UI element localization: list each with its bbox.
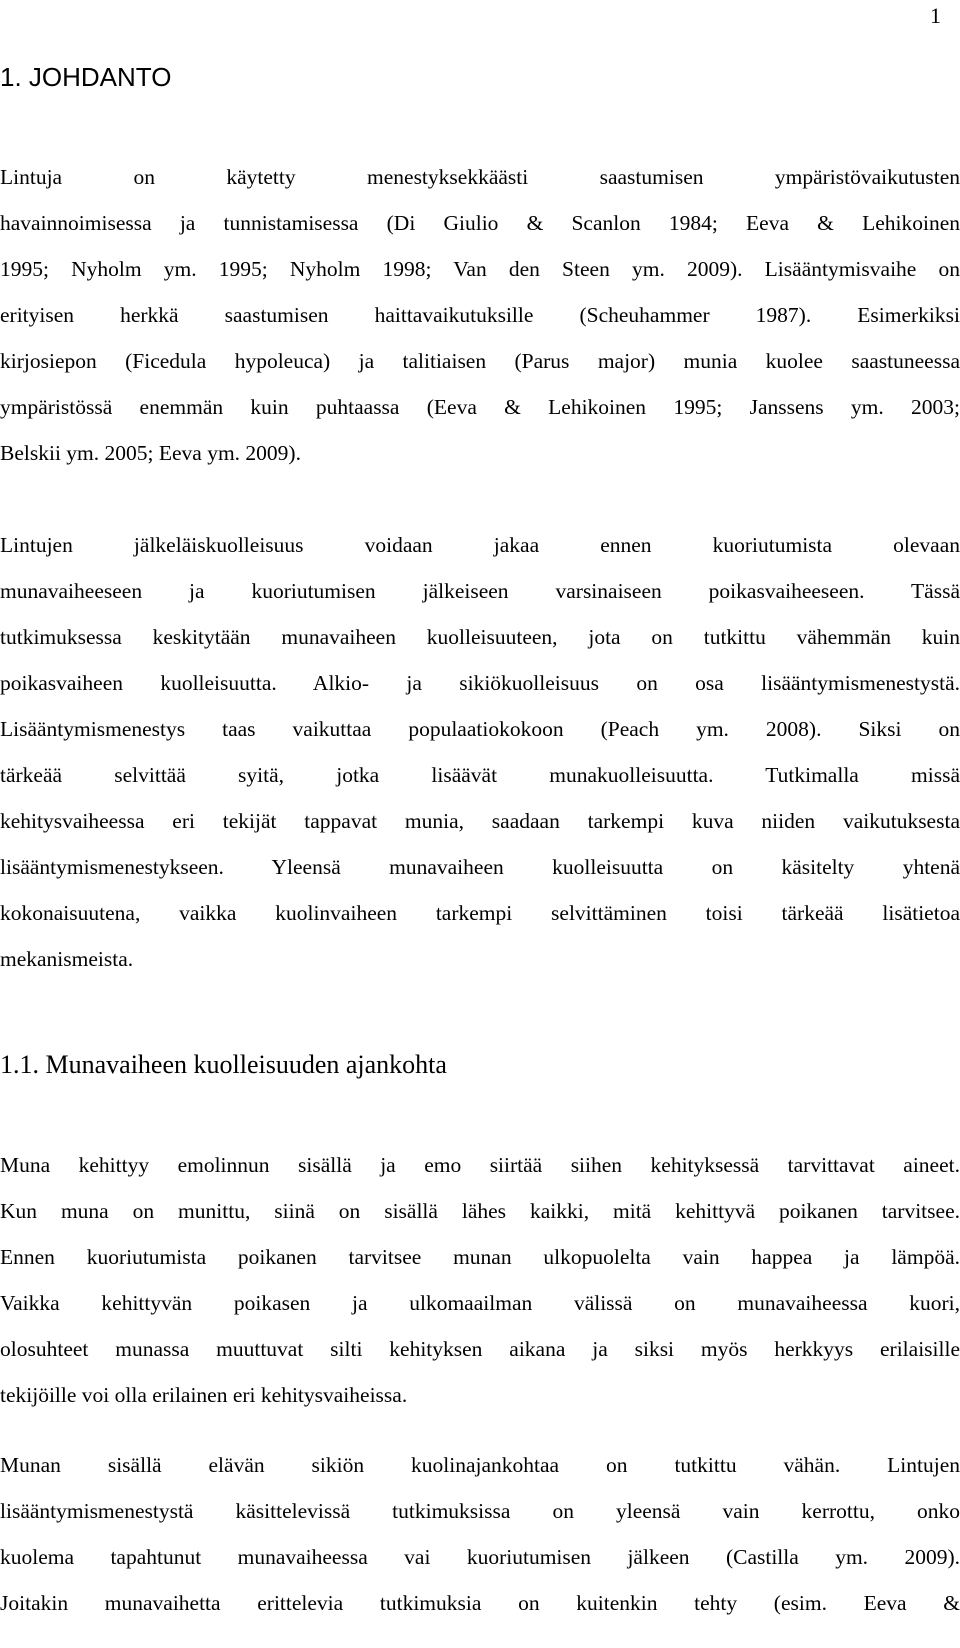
text-line: kehitysvaiheessa eri tekijät tappavat munia, saadaan tarkempi kuva niiden vaikutuksesta: [0, 809, 960, 833]
paragraph-embryo-death: [0, 1442, 960, 1626]
paragraph-egg-development: [0, 1142, 960, 1418]
text-line: lisääntymismenestykseen. Yleensä munavaiheen kuolleisuutta on käsitelty yhtenä: [0, 855, 960, 879]
text-line: tekijöille voi olla erilainen eri kehitysvaiheissa.: [0, 1383, 408, 1407]
text-line: Ennen kuoriutumista poikanen tarvitsee munan ulkopuolelta vain happea ja lämpöä.: [0, 1245, 960, 1269]
chapter-heading: 1. JOHDANTO: [0, 62, 172, 92]
text-line: kokonaisuutena, vaikka kuolinvaiheen tarkempi selvittäminen toisi tärkeää lisätietoa: [0, 901, 960, 925]
text-line: tärkeää selvittää syitä, jotka lisäävät munakuolleisuutta. Tutkimalla missä: [0, 763, 960, 787]
text-line: Lintuja on käytetty menestyksekkäästi saastumisen ympäristövaikutusten: [0, 165, 960, 189]
text-line: Vaikka kehittyvän poikasen ja ulkomaailman välissä on munavaiheessa kuori,: [0, 1291, 960, 1315]
text-line: Kun muna on munittu, siinä on sisällä lähes kaikki, mitä kehittyvä poikanen tarvitsee.: [0, 1199, 960, 1223]
text-line: havainnoimisessa ja tunnistamisessa (Di Giulio & Scanlon 1984; Eeva & Lehikoinen: [0, 211, 960, 235]
text-line: 1995; Nyholm ym. 1995; Nyholm 1998; Van den Steen ym. 2009). Lisääntymisvaihe on: [0, 257, 960, 281]
paragraph-mortality: [0, 522, 960, 982]
paragraph-intro: [0, 154, 960, 476]
text-line: Joitakin munavaihetta erittelevia tutkimuksia on kuitenkin tehty (esim. Eeva &: [0, 1591, 960, 1615]
text-line: olosuhteet munassa muuttuvat silti kehityksen aikana ja siksi myös herkkyys erilaisille: [0, 1337, 960, 1361]
text-line: Munan sisällä elävän sikiön kuolinajankohtaa on tutkittu vähän. Lintujen: [0, 1453, 960, 1477]
text-line: kuolema tapahtunut munavaiheessa vai kuoriutumisen jälkeen (Castilla ym. 2009).: [0, 1545, 960, 1569]
text-line: tutkimuksessa keskitytään munavaiheen kuolleisuuteen, jota on tutkittu vähemmän kuin: [0, 625, 960, 649]
text-line: mekanismeista.: [0, 947, 134, 971]
section-heading: 1.1. Munavaiheen kuolleisuuden ajankohta: [0, 1050, 447, 1079]
page-number: 1: [930, 3, 941, 28]
text-line: munavaiheeseen ja kuoriutumisen jälkeiseen varsinaiseen poikasvaiheeseen. Tässä: [0, 579, 960, 603]
text-line: Lintujen jälkeläiskuolleisuus voidaan jakaa ennen kuoriutumista olevaan: [0, 533, 960, 557]
text-line: poikasvaiheen kuolleisuutta. Alkio- ja sikiökuolleisuus on osa lisääntymismenestystä.: [0, 671, 960, 695]
text-line: kirjosiepon (Ficedula hypoleuca) ja talitiaisen (Parus major) munia kuolee saastuneessa: [0, 349, 960, 373]
text-line: Belskii ym. 2005; Eeva ym. 2009).: [0, 441, 301, 465]
text-line: Lisääntymismenestys taas vaikuttaa populaatiokokoon (Peach ym. 2008). Siksi on: [0, 717, 960, 741]
text-line: ympäristössä enemmän kuin puhtaassa (Eeva & Lehikoinen 1995; Janssens ym. 2003;: [0, 395, 960, 419]
text-line: lisääntymismenestystä käsittelevissä tutkimuksissa on yleensä vain kerrottu, onko: [0, 1499, 960, 1523]
text-line: Muna kehittyy emolinnun sisällä ja emo siirtää siihen kehityksessä tarvittavat aineet.: [0, 1153, 960, 1177]
text-line: erityisen herkkä saastumisen haittavaikutuksille (Scheuhammer 1987). Esimerkiksi: [0, 303, 960, 327]
